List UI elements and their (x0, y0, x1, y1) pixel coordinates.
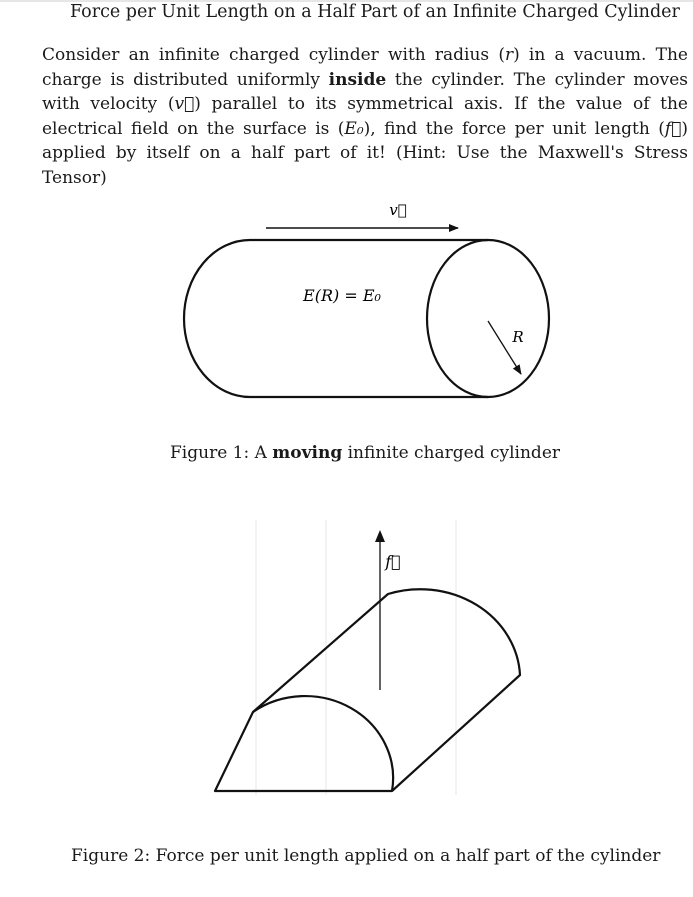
figure-2-caption: Figure 2: Force per unit length applied on a half part of the cylinder (71, 846, 661, 866)
field-equation: E(R) = E₀ (303, 286, 381, 305)
curved-surface (253, 589, 520, 791)
figure-1-caption-bold: moving (272, 443, 343, 463)
force-symbol: f⃗ (664, 118, 682, 139)
bg-strip (255, 520, 257, 795)
force-label: f⃗ (385, 552, 401, 571)
inside-emphasis: inside (328, 69, 387, 90)
problem-text-2: ) in a vacuum. The charge is distributed uniformly (42, 45, 688, 90)
problem-text-4: ) parallel to its symmetrical axis. If the value of the electrical field on the surface is ( (42, 94, 688, 139)
problem-text-1: Consider an infinite charged cylinder with radius ( (42, 45, 505, 65)
force-arrow-head (375, 530, 385, 542)
front-half-disc (215, 696, 393, 791)
field-symbol: E₀ (344, 118, 364, 139)
radius-label: R (512, 328, 524, 346)
velocity-symbol: v⃗ (174, 94, 195, 114)
bg-strip (325, 520, 327, 795)
velocity-label: v⃗ (389, 201, 407, 219)
problem-text-3: the cylinder. The cylinder moves with velocity ( (42, 69, 688, 114)
figure-1-caption-prefix: Figure 1: A (170, 443, 273, 463)
radius-symbol: r (504, 45, 514, 65)
problem-text-6: ) applied by itself on a half part of it! (Hint: Use the Maxwell's Stress Tensor) (42, 118, 688, 188)
figure-1-caption-suffix: infinite charged cylinder (342, 443, 561, 463)
problem-text-5: ), find the force per unit length ( (363, 118, 665, 139)
page-title: Force per Unit Length on a Half Part of an Infinite Charged Cylinder (70, 2, 680, 22)
bg-strip (455, 520, 457, 795)
